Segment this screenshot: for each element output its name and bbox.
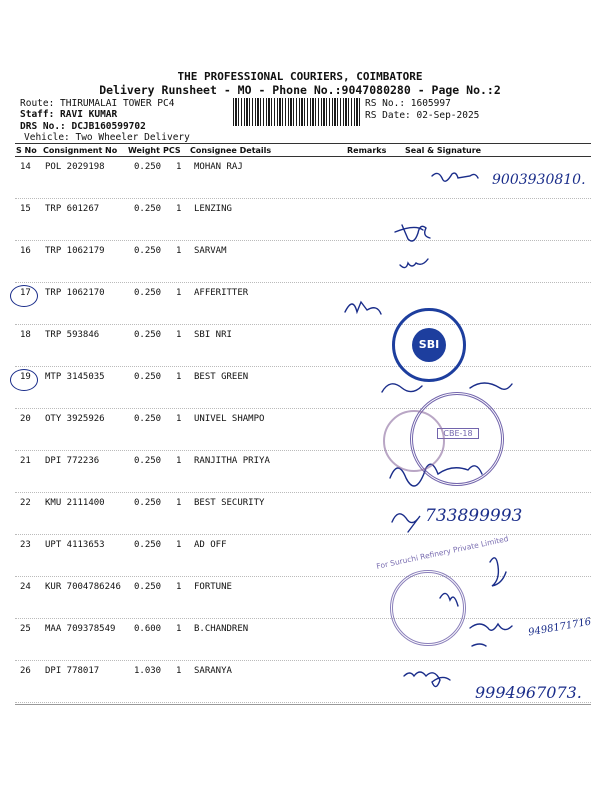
- cell-weight: 0.250: [134, 246, 162, 256]
- cell-pcs: 1: [176, 330, 182, 340]
- cell-sno: 15: [20, 204, 31, 214]
- cell-consignee: BEST SECURITY: [194, 498, 265, 508]
- col-sno: S No: [16, 146, 37, 155]
- cell-consignee: AD OFF: [194, 540, 227, 550]
- cell-consignment: TRP 1062179: [45, 246, 105, 256]
- signature-row-15: [395, 225, 430, 241]
- handwritten-phone-3: 9994967073.: [475, 683, 582, 702]
- cell-consignment: TRP 601267: [45, 204, 100, 214]
- cell-consignee: BEST GREEN: [194, 372, 249, 382]
- cell-weight: 0.250: [134, 288, 162, 298]
- signature-row-26: [404, 672, 450, 687]
- signature-row-16: [400, 259, 428, 268]
- cell-consignment: MAA 709378549: [45, 624, 116, 634]
- sbi-stamp: [392, 308, 466, 382]
- cell-weight: 0.250: [134, 456, 162, 466]
- cell-sno: 25: [20, 624, 31, 634]
- cell-consignment: POL 2029198: [45, 162, 105, 172]
- cell-pcs: 1: [176, 498, 182, 508]
- cell-pcs: 1: [176, 372, 182, 382]
- cell-consignment: OTY 3925926: [45, 414, 105, 424]
- drs-label: DRS No.: DCJB160599702: [20, 121, 146, 132]
- cell-consignment: TRP 593846: [45, 330, 100, 340]
- vehicle-label: Vehicle: Two Wheeler Delivery: [24, 132, 190, 143]
- cell-consignment: UPT 4113653: [45, 540, 105, 550]
- cell-pcs: 1: [176, 162, 182, 172]
- company-title: THE PROFESSIONAL COURIERS, COIMBATORE: [177, 70, 423, 83]
- cell-pcs: 1: [176, 288, 182, 298]
- cell-pcs: 1: [176, 540, 182, 550]
- cell-consignment: DPI 778017: [45, 666, 100, 676]
- cell-weight: 0.600: [134, 624, 162, 634]
- cell-sno: 22: [20, 498, 31, 508]
- cell-sno: 23: [20, 540, 31, 550]
- cell-consignee: MOHAN RAJ: [194, 162, 243, 172]
- runsheet-subtitle: Delivery Runsheet - MO - Phone No.:9047080280 - Page No.:2: [99, 83, 501, 97]
- cell-weight: 0.250: [134, 162, 162, 172]
- handwritten-phone-4: 9498171716: [527, 616, 593, 639]
- col-remarks: Remarks: [347, 146, 387, 155]
- cell-weight: 0.250: [134, 582, 162, 592]
- cell-sno: 26: [20, 666, 31, 676]
- cell-weight: 0.250: [134, 204, 162, 214]
- signature-row-22: [392, 514, 420, 532]
- cell-consignee: AFFERITTER: [194, 288, 249, 298]
- cell-consignment: MTP 3145035: [45, 372, 105, 382]
- cell-sno: 18: [20, 330, 31, 340]
- cell-consignee: FORTUNE: [194, 582, 232, 592]
- cell-consignee: LENZING: [194, 204, 232, 214]
- col-consignment: Consignment No: [43, 146, 118, 155]
- cell-pcs: 1: [176, 414, 182, 424]
- cell-pcs: 1: [176, 456, 182, 466]
- col-weight: Weight: [128, 146, 160, 155]
- col-pcs: PCS: [163, 146, 181, 155]
- cell-sno: 20: [20, 414, 31, 424]
- cell-consignment: KMU 2111400: [45, 498, 105, 508]
- staff-label: Staff: RAVI KUMAR: [20, 109, 118, 120]
- cell-sno: 19: [20, 372, 31, 382]
- cell-weight: 0.250: [134, 372, 162, 382]
- company-round-stamp: [390, 570, 466, 646]
- cell-weight: 0.250: [134, 540, 162, 550]
- cell-weight: 0.250: [134, 414, 162, 424]
- rs-date: RS Date: 02-Sep-2025: [365, 110, 480, 121]
- cell-consignee: RANJITHA PRIYA: [194, 456, 270, 466]
- cell-sno: 24: [20, 582, 31, 592]
- cell-consignment: DPI 772236: [45, 456, 100, 466]
- cbe-stamp-label: CBE-18: [437, 428, 479, 439]
- cell-consignee: SARVAM: [194, 246, 227, 256]
- cell-weight: 0.250: [134, 498, 162, 508]
- cell-consignment: KUR 7004786246: [45, 582, 121, 592]
- cell-consignee: B.CHANDREN: [194, 624, 249, 634]
- cell-consignee: SARANYA: [194, 666, 232, 676]
- signature-row-14: [432, 173, 478, 181]
- cell-pcs: 1: [176, 666, 182, 676]
- suruchi-stamp-text: For Suruchi Refinery Private Limited: [375, 534, 510, 571]
- second-round-stamp: [383, 410, 445, 472]
- cell-pcs: 1: [176, 624, 182, 634]
- cell-pcs: 1: [176, 204, 182, 214]
- col-seal: Seal & Signature: [405, 146, 482, 155]
- route-label: Route: THIRUMALAI TOWER PC4: [20, 98, 175, 109]
- cell-sno: 17: [20, 288, 31, 298]
- handwritten-phone-2: 733899993: [425, 506, 523, 526]
- cell-pcs: 1: [176, 582, 182, 592]
- rs-number: RS No.: 1605997: [365, 98, 451, 109]
- cell-weight: 0.250: [134, 330, 162, 340]
- cell-pcs: 1: [176, 246, 182, 256]
- cell-consignee: UNIVEL SHAMPO: [194, 414, 265, 424]
- cell-sno: 21: [20, 456, 31, 466]
- signature-row-25: [470, 624, 512, 646]
- signature-row-19: [382, 383, 512, 392]
- handwritten-phone-1: 9003930810.: [492, 172, 586, 188]
- cell-consignee: SBI NRI: [194, 330, 232, 340]
- cell-sno: 14: [20, 162, 31, 172]
- cell-consignment: TRP 1062170: [45, 288, 105, 298]
- signature-row-17: [345, 302, 381, 314]
- cell-weight: 1.030: [134, 666, 162, 676]
- cell-sno: 16: [20, 246, 31, 256]
- col-consignee: Consignee Details: [190, 146, 272, 155]
- sbi-stamp-inner: SBI: [412, 328, 446, 362]
